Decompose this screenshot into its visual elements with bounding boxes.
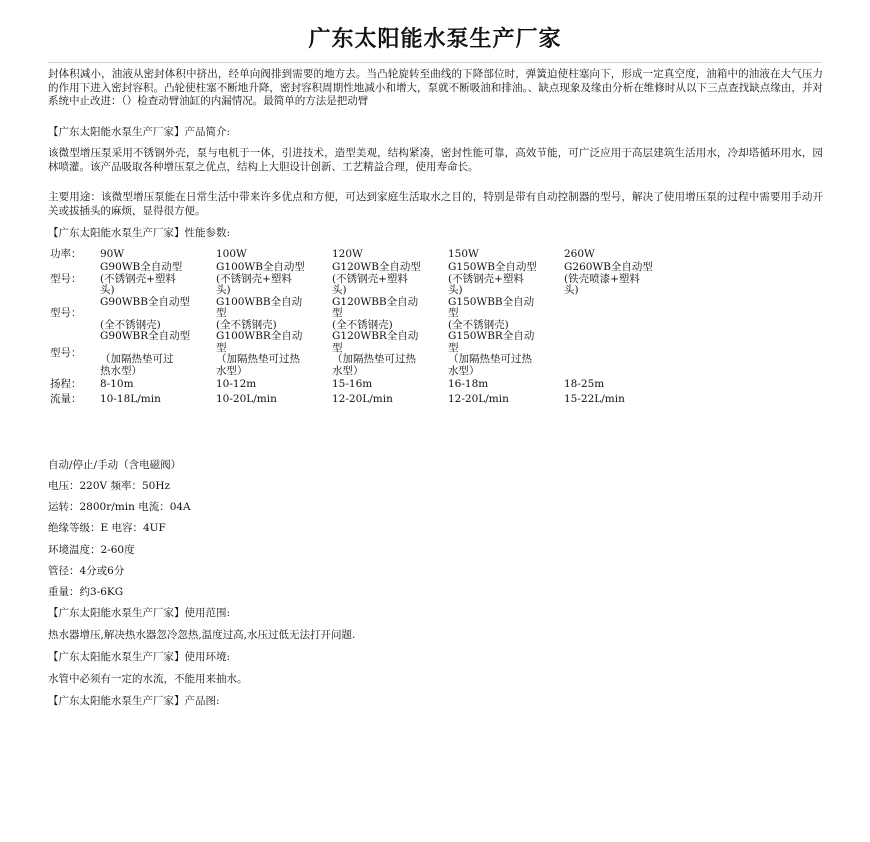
flow-cell: 10-20L/min — [216, 392, 277, 405]
model-cell-line: 型 — [332, 307, 343, 319]
model-cell — [564, 297, 680, 332]
power-cell: 100W — [216, 247, 247, 260]
model-cell-line: 型 — [216, 341, 227, 354]
lift-cell: 8-10m — [100, 377, 134, 390]
model-cell — [564, 262, 680, 297]
model-cell-line: 型 — [216, 307, 227, 319]
model-cell — [448, 297, 564, 332]
spec-line: 绝缘等级：E 电容：4UF — [48, 522, 166, 534]
model-cell-line: 型 — [332, 341, 343, 354]
title-divider — [48, 62, 822, 63]
model-cell — [448, 331, 564, 377]
section-heading-params: 【广东太阳能水泵生产厂家】性能参数: — [48, 227, 231, 239]
model-cell-line: （加隔热垫可过热 — [332, 353, 416, 365]
model-cell-line: 头) — [100, 284, 115, 296]
flow-row — [50, 392, 680, 407]
spec-line: 自动/停止/手动（含电磁阀） — [48, 459, 182, 471]
model-cell-line: (不锈钢壳+塑料 — [100, 272, 176, 285]
spec-line: 环境温度：2-60度 — [48, 544, 135, 556]
model-cell — [564, 331, 680, 377]
flow-cell: 12-20L/min — [448, 392, 509, 405]
model-cell-line: G260WB全自动型 — [564, 261, 653, 273]
model-cell — [332, 331, 448, 377]
lift-cell: 16-18m — [448, 377, 489, 390]
model-cell-line: G150WBR全自动 — [448, 330, 535, 342]
model-cell-line: （加隔热垫可过热 — [216, 353, 300, 365]
model-cell-line: G120WB全自动型 — [332, 261, 421, 273]
spec-line: 运转：2800r/min 电流：04A — [48, 501, 191, 513]
model-cell-line: (全不锈钢壳) — [100, 318, 161, 331]
power-row — [50, 247, 680, 262]
model-cell-line: G120WBR全自动 — [332, 330, 419, 342]
model-cell — [332, 262, 448, 297]
model-cell-line: 水型） — [216, 364, 248, 377]
model-cell-line: (不锈钢壳+塑料 — [216, 272, 292, 285]
env-text: 水管中必须有一定的水流，不能用来抽水。 — [48, 673, 248, 685]
model-cell-line: G150WBB全自动 — [448, 295, 535, 308]
lift-row — [50, 377, 680, 392]
intro-paragraph: 封体积减小，油液从密封体积中挤出，经单向阀排到需要的地方去。当凸轮旋转至曲线的下降部位时，弹簧迫使柱塞向下，形成一定真空度，油箱中的油液在大气压力的作用下进入密封容积。凸轮使柱塞不断地升降，密封容积周期性地减小和增大，泵就不断吸油和排油。、缺点现象及缘由分析在维修时从以下三点查找缺点缘由，并对系统中止改进：（）检查动臂油缸的内漏情况。最简单的方法是把动臂 — [48, 68, 823, 107]
model-cell-line: 头) — [448, 284, 463, 296]
model-cell-line: G120WBB全自动 — [332, 295, 419, 308]
model-cell — [448, 262, 564, 297]
model-cell-line: (全不锈钢壳) — [332, 318, 393, 331]
model-cell-line — [100, 308, 216, 320]
flow-label: 流量： — [50, 392, 82, 405]
model-cell-line: (不锈钢壳+塑料 — [448, 272, 524, 285]
section-heading-env: 【广东太阳能水泵生产厂家】使用环境: — [48, 651, 231, 663]
model-cell-line: G90WBB全自动型 — [100, 295, 190, 308]
model-cell-line: G90WB全自动型 — [100, 261, 183, 273]
model-cell-line: 水型） — [448, 364, 480, 377]
model-cell-line: (铁壳喷漆+塑料 — [564, 272, 640, 285]
main-use-paragraph: 主要用途：该微型增压泵能在日常生活中带来许多优点和方便，可达到家庭生活取水之目的，特别是带有自动控制器的型号，解决了使用增压泵的过程中需要用手动开关或拔插头的麻烦，显得很方便。 — [48, 191, 823, 217]
model-cell-line: 头) — [332, 284, 347, 296]
power-cell: 150W — [448, 247, 479, 260]
model-wb-row — [50, 262, 680, 297]
power-cell: 260W — [564, 247, 595, 260]
model-cell-line: (全不锈钢壳) — [216, 318, 277, 331]
power-cell: 90W — [100, 247, 125, 260]
model-label: 型号： — [50, 272, 82, 285]
flow-cell: 12-20L/min — [332, 392, 393, 405]
flow-cell: 10-18L/min — [100, 392, 161, 405]
model-cell-line: （加隔热垫可过热 — [448, 353, 532, 365]
lift-cell: 15-16m — [332, 377, 373, 390]
model-label: 型号： — [50, 307, 82, 319]
spec-line: 电压：220V 频率：50Hz — [48, 480, 171, 492]
model-cell-line: (不锈钢壳+塑料 — [332, 272, 408, 285]
section-heading-intro: 【广东太阳能水泵生产厂家】产品简介: — [48, 126, 231, 138]
model-cell-line: G100WBR全自动 — [216, 330, 303, 342]
model-cell — [332, 297, 448, 332]
spec-line: 重量：约3-6KG — [48, 586, 124, 598]
model-wbb-row — [50, 297, 680, 332]
lift-cell: 10-12m — [216, 377, 257, 390]
model-label: 型号： — [50, 347, 82, 360]
flow-cell: 15-22L/min — [564, 392, 625, 405]
section-heading-scope: 【广东太阳能水泵生产厂家】使用范围: — [48, 607, 231, 619]
model-cell — [216, 262, 332, 297]
model-cell-line: G150WB全自动型 — [448, 261, 537, 273]
model-cell — [216, 297, 332, 332]
lift-label: 扬程： — [50, 377, 82, 390]
page-title: 广东太阳能水泵生产厂家 — [308, 27, 562, 52]
model-cell-line: 型 — [448, 307, 459, 319]
params-table — [50, 247, 680, 407]
model-cell-line: 热水型） — [100, 364, 142, 377]
section-heading-pictures: 【广东太阳能水泵生产厂家】产品图: — [48, 695, 220, 707]
power-label: 功率： — [50, 247, 82, 260]
model-cell-line: 头) — [216, 284, 231, 296]
model-cell-line: 水型） — [332, 364, 364, 377]
scope-text: 热水器增压,解决热水器忽冷忽热,温度过高,水压过低无法打开问题. — [48, 629, 356, 641]
product-intro-paragraph: 该微型增压泵采用不锈钢外壳，泵与电机于一体，引进技术，造型美观，结构紧凑，密封性能可靠，高效节能，可广泛应用于高层建筑生活用水，冷却塔循环用水，园林喷灌。该产品吸取各种增压泵之优点，结构上大胆设计创新、工艺精益合理，使用寿命长。 — [48, 147, 823, 173]
model-cell-line: G90WBR全自动型 — [100, 330, 191, 342]
model-cell-line: (全不锈钢壳) — [448, 318, 509, 331]
model-cell — [216, 331, 332, 377]
spec-line: 管径：4分或6分 — [48, 565, 125, 577]
model-cell — [100, 297, 216, 332]
model-cell — [100, 331, 216, 377]
model-cell-line: 型 — [448, 341, 459, 354]
model-cell-line: G100WB全自动型 — [216, 261, 305, 273]
lift-cell: 18-25m — [564, 377, 605, 390]
power-cell: 120W — [332, 247, 363, 260]
model-cell-line: G100WBB全自动 — [216, 295, 303, 308]
model-wbr-row — [50, 331, 680, 377]
model-cell-line: （加隔热垫可过 — [100, 353, 174, 365]
model-cell-line: 头) — [564, 284, 579, 296]
model-cell — [100, 262, 216, 297]
